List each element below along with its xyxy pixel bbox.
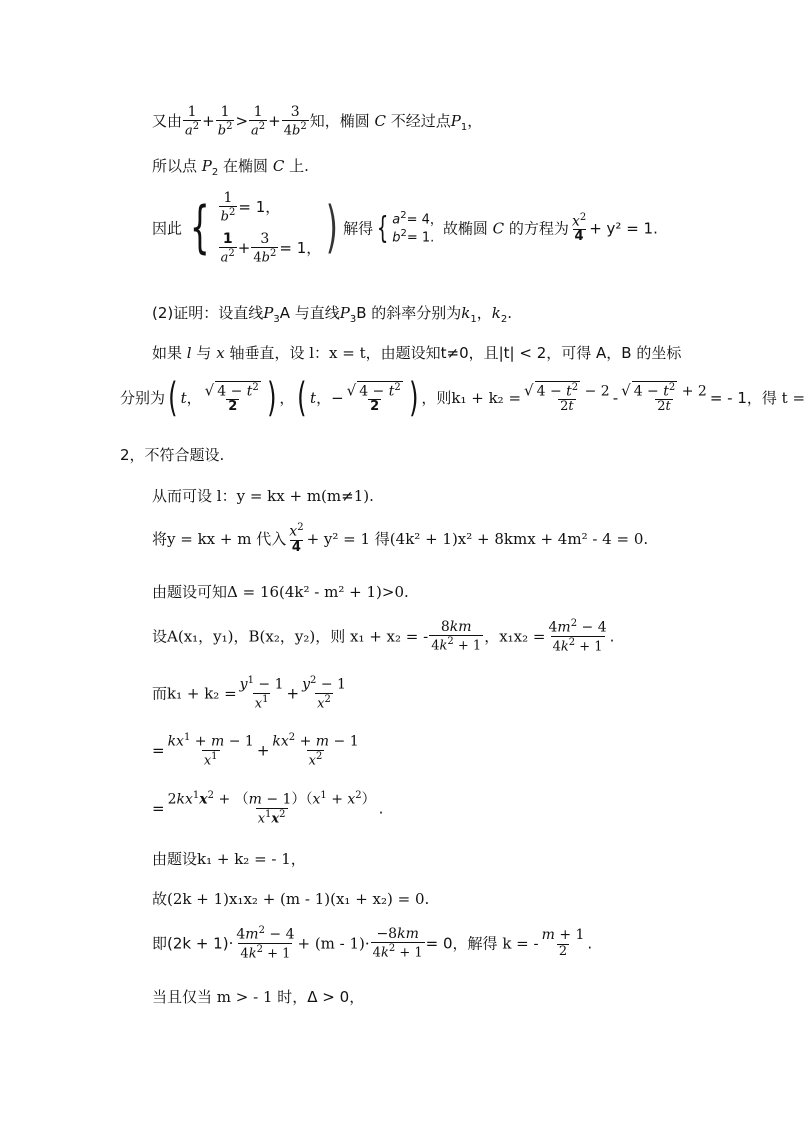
line-16 bbox=[152, 890, 429, 908]
text: 2，不符合题设. bbox=[120, 446, 225, 464]
text: t≠0，且|t| < 2，可得 bbox=[440, 344, 592, 362]
text: = bbox=[152, 741, 165, 760]
fraction: $\frac{m + 1}{2}$ bbox=[541, 927, 585, 959]
text: 即(2k + 1)· bbox=[152, 934, 234, 953]
line-10 bbox=[152, 583, 409, 601]
fraction: $\frac{4m^2 - 4}{4k^2 + 1}$ bbox=[236, 925, 295, 962]
text: t = bbox=[781, 389, 805, 407]
fraction: $\frac{y^1 - 1}{x^1}$ bbox=[239, 675, 284, 712]
text: 设 bbox=[152, 627, 168, 646]
line-8 bbox=[152, 487, 374, 505]
text: = bbox=[152, 799, 165, 818]
line-3 bbox=[152, 190, 658, 267]
subscript: 2 bbox=[211, 167, 219, 178]
math-var: k bbox=[491, 304, 501, 322]
line-1: 又由 $\frac{1}{a^2}$ + $\frac{1}{b^2}$ > $\frac{1}{a^2}$ + $\frac{3}{4b^2}$ 知，椭圆 C 不经过点$P_1$， bbox=[152, 104, 483, 139]
text: 所以点 bbox=[152, 157, 198, 175]
left-brace: { bbox=[190, 195, 210, 261]
text: k₁ + k₂ = - 1， bbox=[197, 850, 306, 868]
text: + y² = 1. bbox=[589, 219, 658, 238]
text: l：x = t，由题设知 bbox=[309, 344, 441, 362]
text: 如果 bbox=[152, 344, 183, 362]
fraction: $\frac{1}{a^2}$ bbox=[251, 104, 266, 139]
text: 而 bbox=[152, 684, 168, 703]
text: 的方程为 bbox=[508, 219, 569, 238]
text: + y² = 1 得(4k² + 1)x² + 8kmx + 4m² - 4 = 0. bbox=[306, 529, 649, 548]
text: = 0，解得 bbox=[425, 934, 498, 953]
line-12: 而k₁ + k₂ = $\frac{y^1 - 1}{x^1}$ + $\frac{y^2 - 1}{x^2}$ bbox=[152, 675, 346, 712]
subscript: 1 bbox=[460, 122, 468, 134]
fraction: $\frac{8km}{4k^2 + 1}$ bbox=[431, 618, 482, 654]
fraction: $\frac{1}{b^2}$ bbox=[217, 104, 233, 139]
line-9 bbox=[152, 522, 648, 556]
text: 故(2k + 1)x₁x₂ + (m - 1)(x₁ + x₂) = 0. bbox=[152, 890, 430, 908]
math-var: l bbox=[186, 344, 192, 362]
text: l：y = kx + m(m≠1). bbox=[216, 487, 374, 505]
text: 与 bbox=[196, 344, 212, 362]
text: = - 1，得 bbox=[709, 389, 777, 407]
fraction: $\frac{√ 4 - t^2}{2}$ bbox=[346, 381, 401, 415]
line-18 bbox=[152, 988, 364, 1006]
line-2 bbox=[152, 157, 309, 179]
fraction: $\frac{√ 4 - t^2}{2}$ bbox=[204, 381, 259, 415]
text: 分别为 bbox=[120, 389, 166, 407]
math-var: P bbox=[339, 304, 350, 322]
text: x₁ + x₂ = - bbox=[349, 627, 429, 646]
text: ，则 bbox=[421, 389, 452, 407]
text: A，B 的坐标 bbox=[596, 344, 682, 362]
math-var: k bbox=[461, 304, 471, 322]
fraction: $\frac{x^2}{4}$ bbox=[289, 522, 304, 555]
equation-system: $\frac{1}{b^2}$ = 1， $\frac{1}{a^2}$ + $\frac{3}{4b^2}$ = 1， bbox=[220, 190, 322, 266]
solution-system: $a^2= 4$， $b^2= 1$. bbox=[392, 210, 443, 246]
text: Δ = 16(4k² - m² + 1)>0. bbox=[227, 583, 409, 601]
math-var: C bbox=[492, 219, 505, 238]
text: 由题设可知 bbox=[152, 583, 228, 601]
text: B 的斜率分别为 bbox=[356, 304, 462, 322]
math-var: x bbox=[216, 344, 225, 362]
line-7 bbox=[120, 446, 224, 464]
line-13: = $\frac{kx^1 + m - 1}{x^1}$ + $\frac{kx^2 + m - 1}{x^2}$ bbox=[152, 732, 359, 769]
text: 代入 bbox=[256, 529, 287, 548]
line-5 bbox=[152, 344, 681, 362]
text: 当且仅当 bbox=[152, 988, 213, 1006]
math-var: P bbox=[201, 157, 212, 175]
fraction: $\frac{kx^2 + m - 1}{x^2}$ bbox=[272, 732, 359, 769]
fraction: $\frac{1}{a^2}$ bbox=[185, 104, 200, 139]
line-11: 设A(x₁，y₁)，B(x₂，y₂)，则 x₁ + x₂ = - $\frac{8km}{4k^2 + 1}$ ，x₁x₂ = $\frac{4m^2 - 4}{4k^2 + 1}$ . bbox=[152, 618, 615, 655]
text: 上. bbox=[289, 157, 309, 175]
text: (2)证明：设直线 bbox=[152, 304, 264, 322]
text: 知，椭圆 bbox=[309, 112, 370, 131]
math-var: P bbox=[263, 304, 274, 322]
text: 轴垂直，设 bbox=[229, 344, 305, 362]
math-var: C bbox=[374, 112, 386, 131]
fraction: $\frac{√ 4 - t^2 + 2}{2t}$ bbox=[621, 381, 707, 415]
text: A(x₁，y₁)，B(x₂，y₂)，则 bbox=[167, 627, 346, 646]
fraction: $\frac{√ 4 - t^2 - 2}{2t}$ bbox=[524, 381, 610, 415]
text: A 与直线 bbox=[279, 304, 340, 322]
text: ， bbox=[467, 112, 483, 131]
fraction: $\frac{4m^2 - 4}{4k^2 + 1}$ bbox=[548, 618, 607, 655]
text: k₁ + k₂ = bbox=[451, 389, 522, 407]
fraction: $\frac{x^2}{4}$ bbox=[571, 211, 587, 245]
text: 从而可设 bbox=[152, 487, 213, 505]
text: Δ > 0， bbox=[307, 988, 365, 1006]
fraction: $\frac{kx^1 + m - 1}{x^1}$ bbox=[167, 732, 254, 769]
left-brace: { bbox=[376, 210, 389, 246]
text: ，x₁x₂ = bbox=[484, 627, 546, 646]
text: ， bbox=[476, 304, 492, 322]
fraction: $\frac{y^2 - 1}{x^2}$ bbox=[302, 675, 346, 712]
line-4: (2)证明：设直线$P_3A$ 与直线$P_3B$ 的斜率分别为$k_1$，$k_2$. bbox=[152, 304, 513, 325]
text: 在椭圆 bbox=[223, 157, 269, 175]
line-6: 分别为( t， $\frac{√ 4 - t^2}{2}$ ) ，( t，− $\frac{√ 4 - t^2}{2}$ ) ，则k₁ + k₂ = $\frac{√ 4 - t^2 - 2}{2t}$ - $\frac{√ 4 - t^2 + 2}{2t}$ = - 1，得 t = bbox=[120, 375, 805, 421]
text: 又由 bbox=[152, 112, 183, 131]
fraction: $\frac{3}{4b^2}$ bbox=[283, 104, 307, 139]
text: + (m - 1)· bbox=[297, 934, 370, 953]
text: 故椭圆 bbox=[442, 219, 488, 238]
line-15 bbox=[152, 850, 306, 868]
text: k = - bbox=[502, 934, 539, 953]
fraction: $\frac{2kx^1x^2 + (m - 1)(x^1 + x^2)}{x^1x^2}$ bbox=[167, 790, 376, 827]
text: m > - 1 时， bbox=[216, 988, 308, 1006]
text: 不经过点 bbox=[390, 112, 451, 131]
text: 将 bbox=[152, 529, 168, 548]
text: k₁ + k₂ = bbox=[167, 684, 237, 703]
text: 因此 bbox=[152, 219, 183, 238]
text: 由题设 bbox=[152, 850, 198, 868]
text: 解得 bbox=[343, 219, 374, 238]
text: - bbox=[612, 389, 619, 407]
line-14: = $\frac{2kx^1x^2 + (m - 1)(x^1 + x^2)}{x^1x^2}$ . bbox=[152, 790, 384, 827]
text: y = kx + m bbox=[167, 529, 252, 548]
math-var: C bbox=[272, 157, 285, 175]
line-17: 即(2k + 1)· $\frac{4m^2 - 4}{4k^2 + 1}$ + (m - 1)· $\frac{-8km}{4k^2 + 1}$ = 0，解得 k = - $\frac{m + 1}{2}$ . bbox=[152, 925, 593, 962]
fraction: $\frac{-8km}{4k^2 + 1}$ bbox=[372, 925, 423, 961]
math-var: P bbox=[450, 112, 461, 131]
right-brace: ) bbox=[326, 195, 339, 261]
text: . bbox=[507, 304, 513, 322]
